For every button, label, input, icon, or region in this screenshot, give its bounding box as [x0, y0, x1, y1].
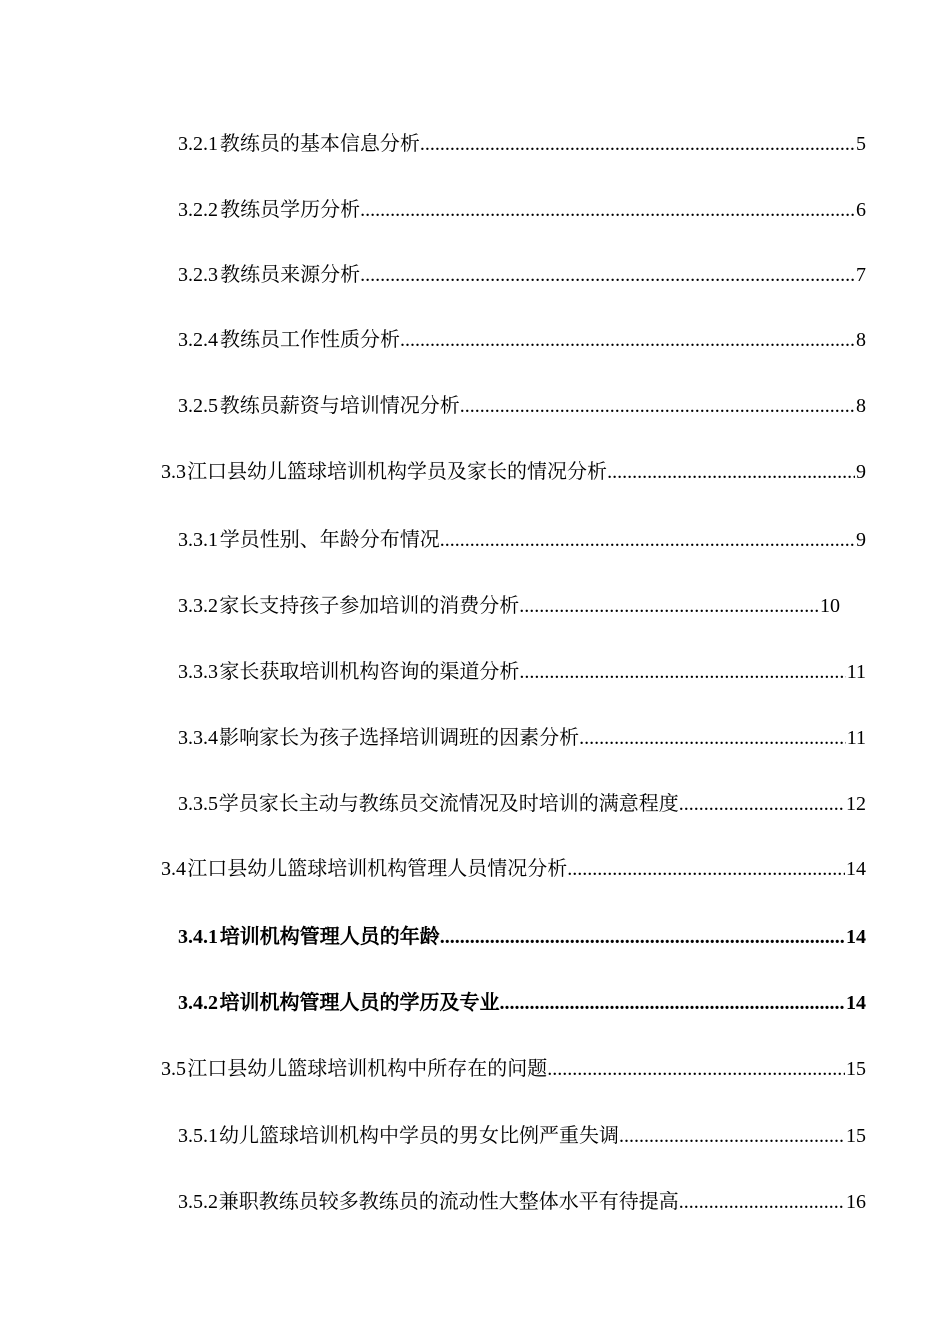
toc-page-number: 10	[820, 595, 840, 617]
toc-page-number: 15	[846, 1125, 866, 1147]
toc-title: 教练员学历分析	[220, 197, 361, 221]
toc-title: 影响家长为孩子选择培训调班的因素分析	[219, 725, 580, 749]
toc-number: 3.5	[161, 1058, 186, 1080]
toc-title: 学员家长主动与教练员交流情况及时培训的满意程度	[218, 791, 679, 815]
toc-leader-dots	[360, 263, 855, 287]
toc-leader-dots	[679, 1190, 845, 1214]
toc-leader-dots	[519, 660, 845, 684]
toc-page-number: 14	[846, 858, 866, 880]
toc-number: 3.2.3	[178, 264, 218, 286]
toc-leader-dots	[519, 594, 819, 618]
toc-title: 江口县幼儿篮球培训机构学员及家长的情况分析	[187, 459, 608, 483]
toc-entry-3-2-4[interactable]	[178, 327, 866, 352]
toc-number: 3.3.2	[178, 595, 218, 617]
toc-title: 江口县幼儿篮球培训机构管理人员情况分析	[187, 856, 568, 880]
toc-number: 3.3.4	[178, 727, 218, 749]
toc-number: 3.3.5	[178, 793, 218, 815]
toc-entry-3-5-1[interactable]	[178, 1123, 866, 1148]
toc-entry-3-4[interactable]	[161, 856, 866, 881]
toc-page-number: 11	[846, 661, 866, 683]
toc-entry-3-3-3[interactable]	[178, 659, 866, 684]
toc-number: 3.4.1	[178, 926, 218, 948]
toc-number: 3.2.4	[178, 329, 218, 351]
toc-leader-dots	[679, 792, 845, 816]
toc-number: 3.5.2	[178, 1191, 218, 1213]
toc-title: 江口县幼儿篮球培训机构中所存在的问题	[187, 1056, 548, 1080]
toc-entry-3-5-2[interactable]	[178, 1189, 866, 1214]
toc-title: 培训机构管理人员的年龄	[219, 924, 440, 948]
toc-title: 教练员的基本信息分析	[219, 131, 420, 155]
toc-page-number: 7	[856, 264, 866, 286]
toc-entry-3-4-1[interactable]	[178, 924, 866, 949]
toc-leader-dots	[420, 132, 855, 156]
toc-entry-3-3[interactable]	[161, 459, 866, 484]
toc-number: 3.4.2	[178, 992, 218, 1014]
toc-page-number: 9	[856, 461, 866, 483]
toc-number: 3.4	[161, 858, 186, 880]
toc-leader-dots	[499, 991, 845, 1015]
toc-leader-dots	[579, 726, 846, 750]
toc-title: 教练员薪资与培训情况分析	[219, 393, 460, 417]
toc-page-number: 5	[856, 133, 866, 155]
toc-title: 家长支持孩子参加培训的消费分析	[219, 593, 520, 617]
toc-entry-3-3-2[interactable]	[178, 593, 840, 618]
toc-title: 学员性别、年龄分布情况	[219, 527, 440, 551]
toc-leader-dots	[607, 460, 855, 484]
toc-title: 培训机构管理人员的学历及专业	[219, 990, 500, 1014]
toc-page-number: 11	[846, 727, 866, 749]
toc-entry-3-2-1[interactable]	[178, 131, 866, 156]
toc-page-number: 16	[846, 1191, 866, 1213]
toc-entry-3-3-5[interactable]	[178, 791, 866, 816]
toc-number: 3.2.1	[178, 133, 218, 155]
toc-leader-dots	[460, 394, 855, 418]
toc-entry-3-3-4[interactable]	[178, 725, 866, 750]
toc-title: 幼儿篮球培训机构中学员的男女比例严重失调	[218, 1123, 619, 1147]
toc-page-number: 8	[856, 329, 866, 351]
toc-leader-dots	[440, 925, 845, 949]
toc-number: 3.3	[161, 461, 186, 483]
toc-page-number: 6	[856, 199, 866, 221]
toc-leader-dots	[440, 528, 855, 552]
toc-title: 家长获取培训机构咨询的渠道分析	[219, 659, 520, 683]
toc-number: 3.3.3	[178, 661, 218, 683]
toc-number: 3.2.5	[178, 395, 218, 417]
toc-entry-3-5[interactable]	[161, 1056, 866, 1081]
toc-entry-3-2-2[interactable]	[178, 197, 866, 222]
toc-entry-3-4-2[interactable]	[178, 990, 866, 1015]
toc-title: 教练员来源分析	[220, 262, 361, 286]
toc-entry-3-2-5[interactable]	[178, 393, 866, 418]
toc-leader-dots	[567, 857, 845, 881]
toc-page-number: 14	[846, 992, 866, 1014]
toc-number: 3.2.2	[178, 199, 218, 221]
toc-leader-dots	[360, 198, 855, 222]
toc-title: 兼职教练员较多教练员的流动性大整体水平有待提高	[218, 1189, 679, 1213]
toc-page-number: 14	[846, 926, 866, 948]
toc-page-number: 15	[846, 1058, 866, 1080]
toc-page-number: 8	[856, 395, 866, 417]
toc-number: 3.5.1	[178, 1125, 218, 1147]
toc-page-number: 9	[856, 529, 866, 551]
toc-leader-dots	[400, 328, 855, 352]
toc-entry-3-3-1[interactable]	[178, 527, 866, 552]
toc-leader-dots	[619, 1124, 845, 1148]
toc-title: 教练员工作性质分析	[219, 327, 400, 351]
toc-entry-3-2-3[interactable]	[178, 262, 866, 287]
toc-leader-dots	[547, 1057, 845, 1081]
toc-number: 3.3.1	[178, 529, 218, 551]
toc-page-number: 12	[846, 793, 866, 815]
